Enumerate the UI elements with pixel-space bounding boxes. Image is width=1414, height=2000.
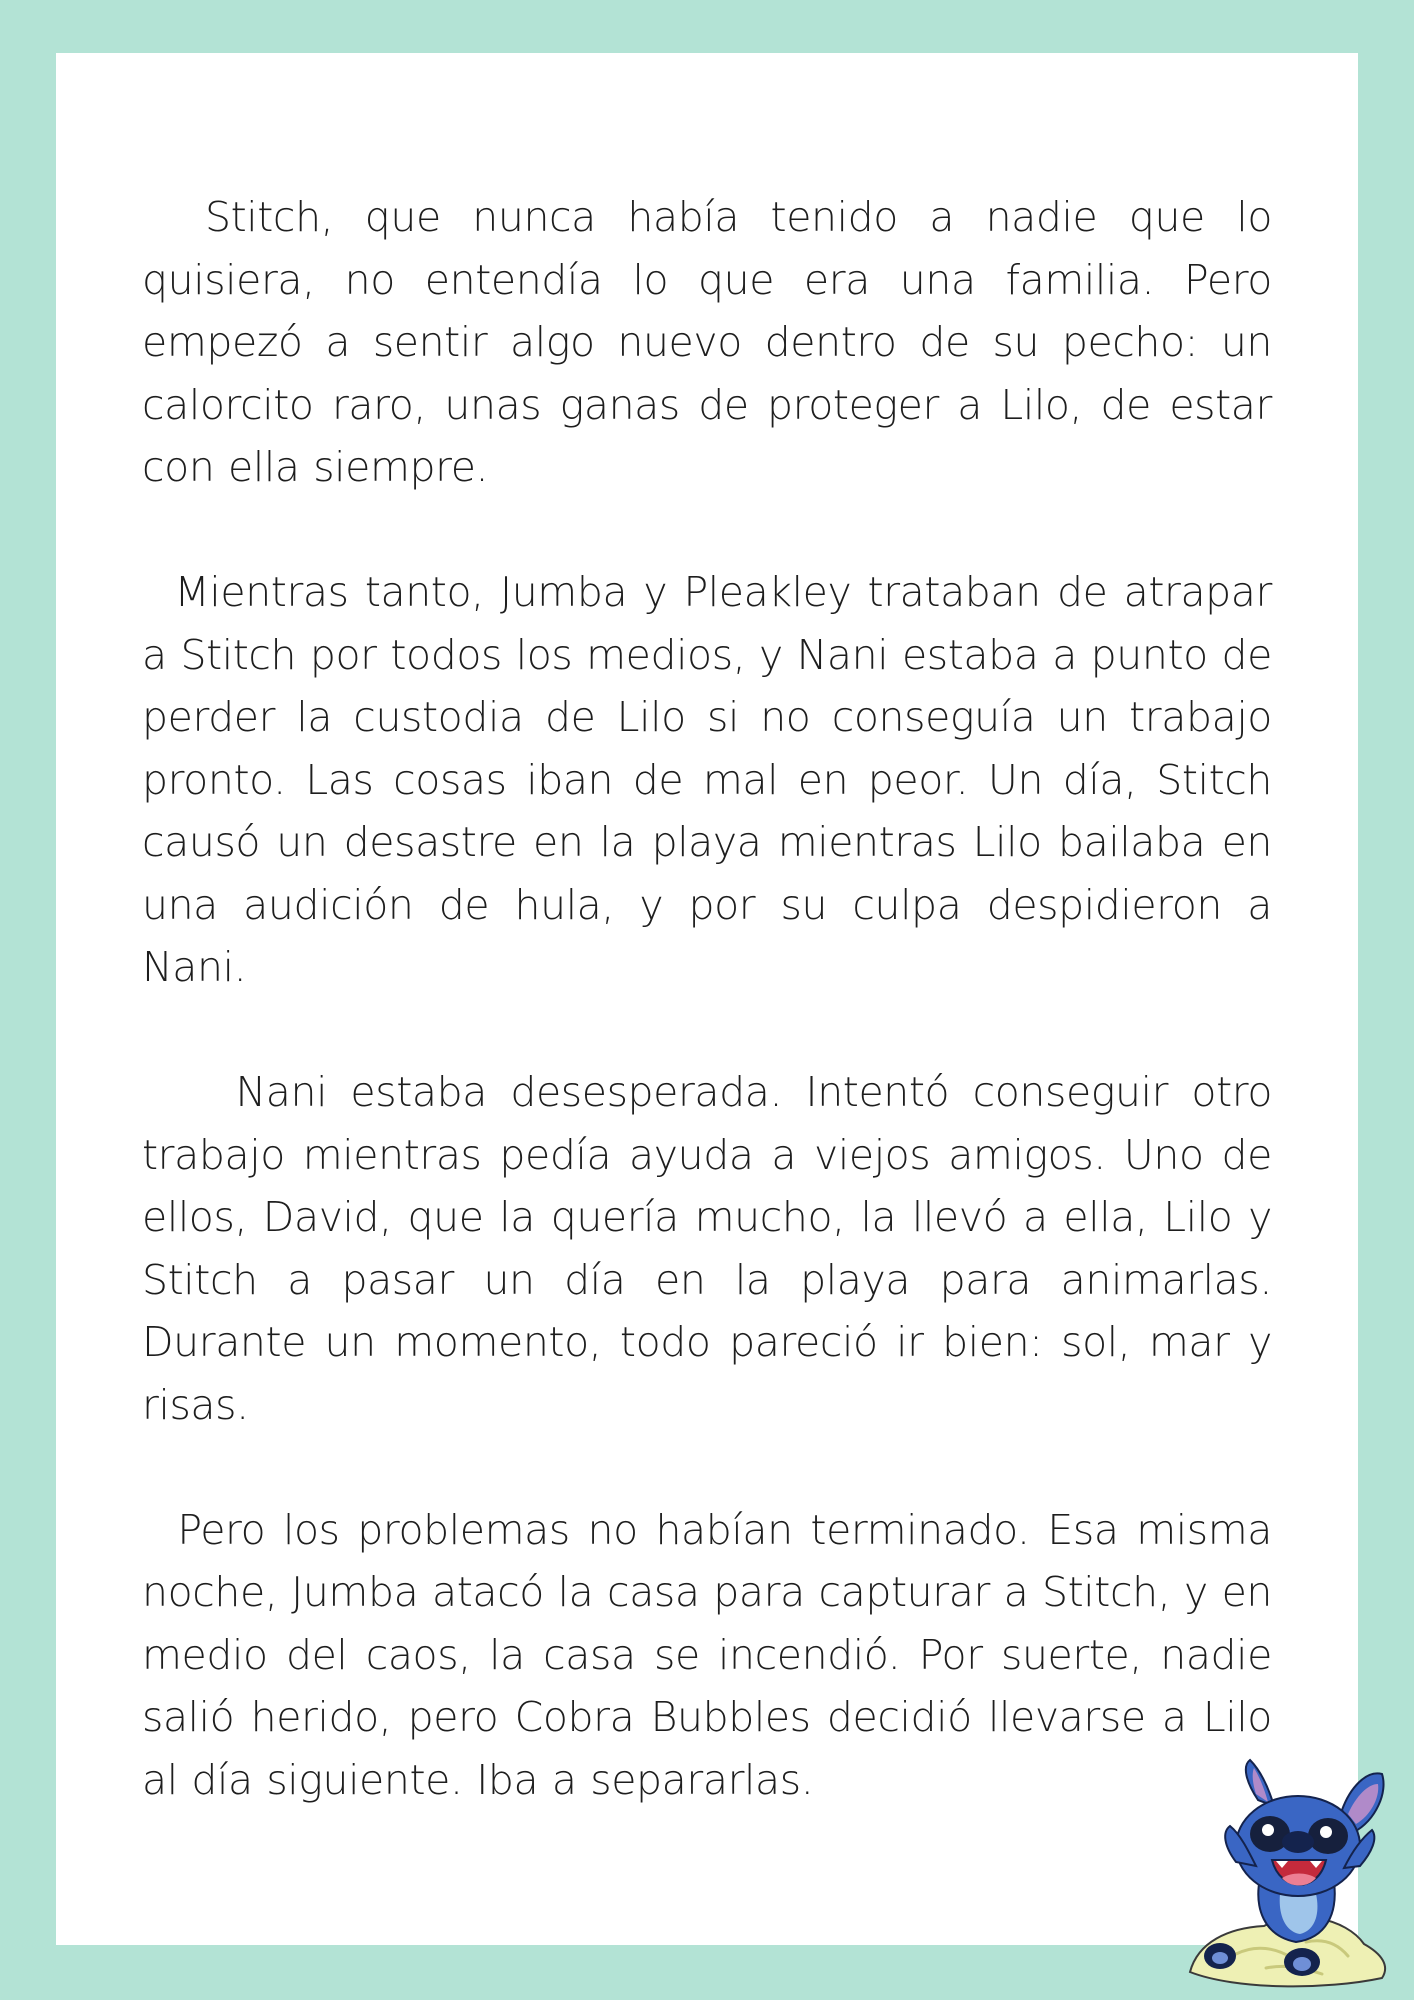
story-paragraph-1: Stitch, que nunca había tenido a nadie que lo quisiera, no entendía lo que era una familia. Pero empezó a sentir algo nuevo dentro de su pecho: un calorcito raro, unas ganas de proteger a Lilo, de estar con ella siempre.: [142, 193, 1286, 491]
page-sheet: [56, 53, 1358, 1945]
story-paragraph-3: Nani estaba desesperada. Intentó conseguir otro trabajo mientras pedía ayuda a viejos amigos. Uno de ellos, David, que la quería mucho, la llevó a ella, Lilo y Stitch a pasar un día en la playa para animarlas. Durante un momento, todo pareció ir bien: sol, mar y risas.: [142, 1068, 1286, 1429]
story-text: [142, 186, 1286, 1874]
story-paragraph-4: Pero los problemas no habían terminado. Esa misma noche, Jumba atacó la casa para capturar a Stitch, y en medio del caos, la casa se incendió. Por suerte, nadie salió herido, pero Cobra Bubbles decidió llevarse a Lilo al día siguiente. Iba a separarlas.: [142, 1505, 1286, 1804]
story-paragraph-2: Mientras tanto, Jumba y Pleakley trataban de atrapar a Stitch por todos los medios, y Nani estaba a punto de perder la custodia de Lilo si no conseguía un trabajo pronto. Las cosas iban de mal en peor. Un día, Stitch causó un desastre en la playa mientras Lilo bailaba en una audición de hula, y por su culpa despidieron a Nani.: [142, 568, 1286, 991]
stitch-character-icon: [1176, 1758, 1406, 1990]
